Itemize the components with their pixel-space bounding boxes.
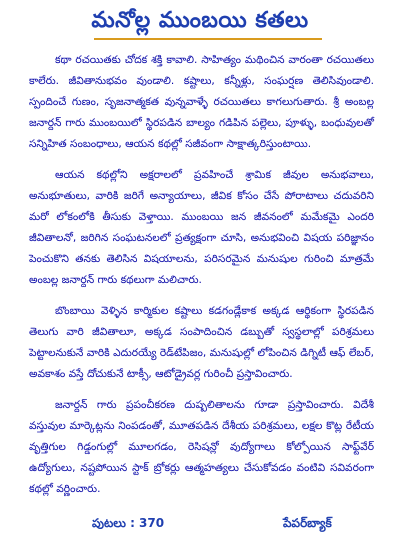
page-count: పుటలు : 370 [92, 516, 165, 530]
binding-type: పేపర్‌బ్యాక్ [283, 516, 332, 530]
book-footer [0, 516, 400, 536]
title-container [0, 8, 400, 40]
title-underline [94, 38, 322, 40]
blurb-paragraph-4: జనార్దన్ గారు ప్రపంచీకరణ దుష్పలితాలను గూడా ప్రస్తావించారు. విదేశీ వస్తువుల మార్కెట్లను నింపడంతో, మూతపడిన దేశీయ పరిశ్రమలు, లక్షల కొట్ల రేటీయ వృత్తిగుల గిడ్డంగుల్లో మూలగడం, రెసిషన్లో వుద్యోగాలు కోల్పోయిన సాఫ్ట్‌వేర్ ఉద్యోగులు, నష్టపోయిన స్టాక్ బ్రోకర్లు ఆత్మహత్యలు చేసుకోవడం వంటివి సవివరంగా కథల్లో వర్ణించారు. [29, 399, 374, 495]
book-title: మనోల్ల ముంబయి కతలు [91, 8, 309, 33]
blurb-paragraph-3: బొంబాయి వెళ్ళిన కార్మికుల కష్టాలు కడగండ్లేకాక అక్కడ ఆర్థికంగా స్థిరపడిన తెలుగు వారి జీవితాలూ, అక్కడ సంపాదించిన డబ్బుతో స్వస్థలాల్లో పరిశ్రమలు పెట్టాలనుకునే వారికి ఎదురయ్యే రెడ్‌టేపిజం, మనుషుల్లో లోపించిన డిగ్నిటీ ఆఫ్ లేబర్, అవకాశం వస్తే దోచుకునే టాక్సీ, ఆటోడ్రైవర్ల గురించీ ప్రస్తావించారు. [29, 305, 374, 380]
blurb-paragraph-1: కథా రచయితకు చోదక శక్తి కావాలి. సాహిత్యం మథించిన వారంతా రచయితలు కాలేరు. జీవితానుభవం వుండాలి. కష్టాలు, కన్నీళ్లు, సంఘర్షణ తెలిసివుండాలి. స్పందించే గుణం, సృజనాత్మకత వున్నవాళ్ళే రచయితలు కాగలుగుతారు. శ్రీ అంబల్ల జనార్దన్ గారు ముంబయిలో స్థిరపడిన బాల్యం గడిపిన పల్లెలు, పూళ్ళు, బంధువులతో సన్నిహిత సంబంధాలు, ఆయన కథల్లో సజీవంగా సాక్షాత్కరిస్తుంటాయి. [29, 54, 374, 150]
blurb-paragraph-2: ఆయన కథల్లోని అక్షరాలలో ప్రవహించే శ్రామిక జీవుల అనుభవాలు, అనుభూతులు, వారికి జరిగే అన్యాయాలు, జీవిక కోసం చేసే పోరాటాలు చదువరిని మరో లోకంలోకి తీసుకు వెళ్తాయి. ముంబయి జన జీవనంలో మమేకమై ఎందరి జీవితాలనో, జరిగిన సంఘటనలలో ప్రత్యక్షంగా చూసి, అనుభవించి విషయ పరిజ్ఞానం పెంచుకొని తనకు తెలిసిన విషయాలను, పరిసరమైన మనుషుల గురించి మాత్రమే అంబల్ల జనార్దన్ గారు కథలుగా మలిచారు. [29, 169, 374, 286]
blurb-body [29, 50, 374, 510]
